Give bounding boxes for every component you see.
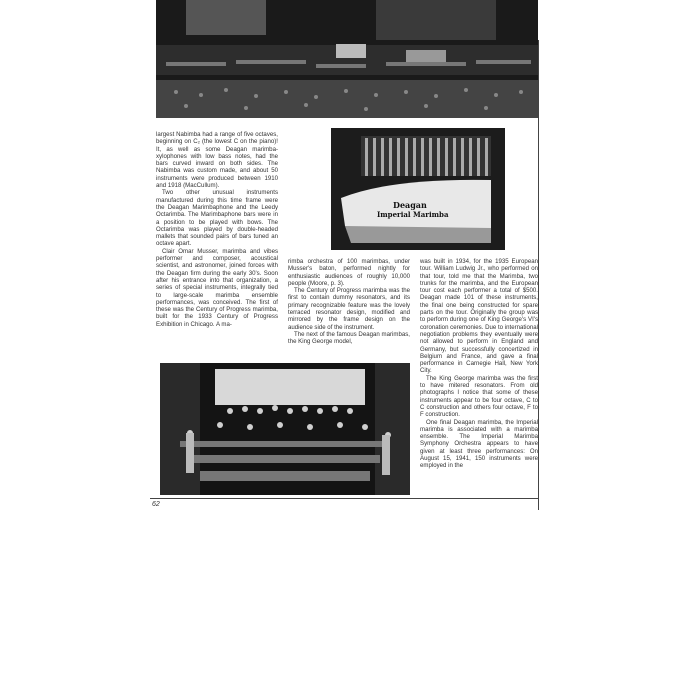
page-edge-bottom bbox=[150, 498, 538, 499]
page-edge-right bbox=[538, 40, 539, 510]
col2-paragraph-1: rimba orchestra of 100 marimbas, under Musser's baton, performed nightly for enthusiastic audiences of roughly 10,000 people (Moore, p. 3). bbox=[288, 258, 410, 287]
text-column-3 bbox=[420, 258, 538, 498]
text-column-2 bbox=[288, 258, 410, 358]
imperial-marimba-photo bbox=[331, 128, 505, 250]
col2-paragraph-3: The next of the famous Deagan marimbas, the King George model, bbox=[288, 330, 410, 346]
imperial-marimba-image bbox=[331, 128, 505, 250]
marimba-ensemble-photo bbox=[160, 363, 410, 495]
col3-paragraph-1: was built in 1934, for the 1935 European tour. William Ludwig Jr., who performed on that tour, told me that the Marimba, two trunks for the marimba, and the European tour cost each performer a total of $500. Deagan made 101 of these instruments, the final one being constructed for spare parts on the tour. Originally the group was to perform during one of King George's VI's coronation ceremonies. Due to international negotiation problems they eventually were not allowed to perform in England and Germany, but successfully concertized in Belgium and France, and gave a final performance in Carnegie Hall, New York City. bbox=[420, 258, 538, 375]
imperial-marimba-brand: Deagan bbox=[393, 200, 427, 210]
col1-paragraph-3: Clair Omar Musser, marimba and vibes performer and composer, acoustical scientist, and astronomer, joined forces with the Deagan firm during the early 30's. Soon after his entrance into that organization, a series of special instruments, integrally tied to large-scale marimba ensemble performances, was conceived. The first of these was the Century of Progress marimba, built for the 1933 Century of Progress Exhibition in Chicago. A ma- bbox=[156, 247, 278, 328]
col3-paragraph-3: One final Deagan marimba, the Imperial marimba is associated with a marimba ensemble. The Imperial Marimba Symphony Orchestra appears to have given at least three performances: On August 15, 1941, 150 instruments were employed in the bbox=[420, 418, 538, 470]
imperial-marimba-model: Imperial Marimba bbox=[377, 210, 449, 219]
text-column-1 bbox=[156, 131, 278, 369]
concert-hall-photo-image bbox=[156, 0, 538, 118]
concert-hall-photo bbox=[156, 0, 538, 118]
page-number: 62 bbox=[152, 501, 160, 508]
col3-paragraph-2: The King George marimba was the first to have mitered resonators. From old photographs I notice that some of these instruments appear to be four octave, C to C construction and others four octave, F to F construction. bbox=[420, 374, 538, 419]
marimba-ensemble-image bbox=[160, 363, 410, 495]
col1-paragraph-2: Two other unusual instruments manufactured during this time frame were the Deagan Marimbaphone and the Leedy Octarimba. The Marimbaphone bars were in a position to be played with bows. The Octarimba was played by double-headed mallets that sounded pairs of bars tuned an octave apart. bbox=[156, 189, 278, 248]
col1-paragraph-1: largest Nabimba had a range of five octaves, beginning on C₂ (the lowest C on the piano)! It, as well as some Deagan marimba-xylophones with low bass notes, had the bars curved inward on both sides. The Nabimba was custom made, and about 50 instruments were produced between 1910 and 1918 (MacCullum). bbox=[156, 131, 278, 190]
col2-paragraph-2: The Century of Progress marimba was the first to contain dummy resonators, and its primary recognizable feature was the lovely terraced resonator design, modified and mirrored by the frame design on the audience side of the instrument. bbox=[288, 287, 410, 331]
